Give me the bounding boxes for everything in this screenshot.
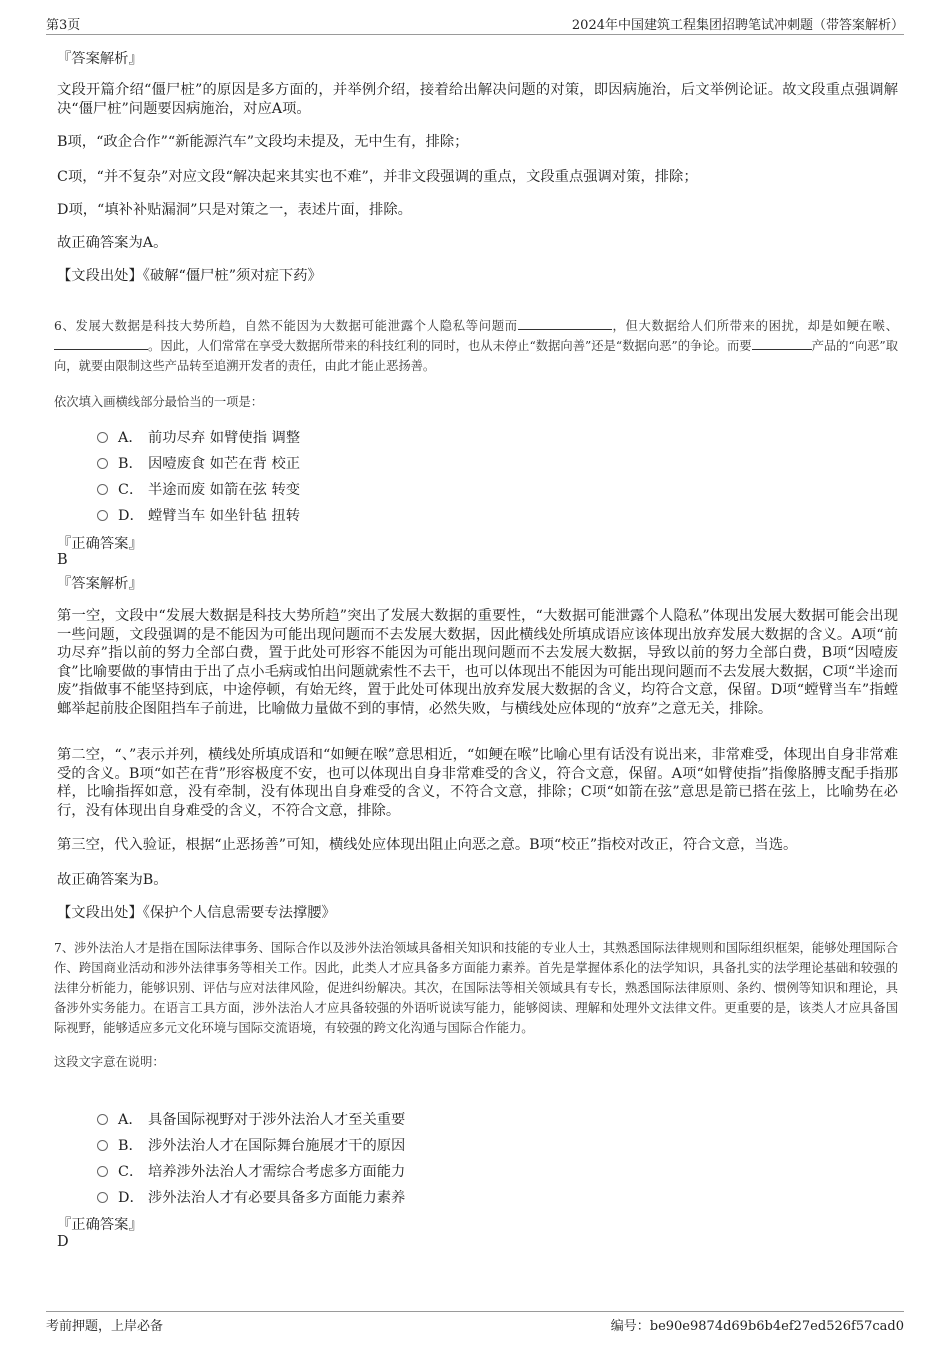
question-stem: 6、发展大数据是科技大势所趋，自然不能因为大数据可能泄露个人隐私等问题而 ，但大数据给人们所带来的困扰，却是如鲠在喉、。因此，人们常常在享受大数据所带来的科技红利的同时，也从未停止“数据向善”还是“数据向恶”的争论。而要 产品的“向恶”取向，就要由限制这些产品转至追溯开发者的责任，由此才能止恶扬善。 [54, 319, 898, 373]
correct-answer: B [57, 552, 68, 568]
option-d[interactable]: D． 螳臂当车 如坐针毡 扭转 [97, 505, 300, 525]
option-c[interactable]: C． 培养涉外法治人才需综合考虑多方面能力 [97, 1161, 405, 1181]
analysis-paragraph: B项，“政企合作”“新能源汽车”文段均未提及，无中生有，排除； [57, 134, 469, 150]
answer-statement: 故正确答案为A。 [57, 235, 168, 251]
document-code: 编号：be90e9874d69b6b4ef27ed526f57cad0 [610, 1319, 904, 1334]
fill-blank [518, 317, 612, 330]
option-d[interactable]: D． 涉外法治人才有必要具备多方面能力素养 [97, 1187, 405, 1207]
radio-icon[interactable] [97, 1114, 108, 1125]
analysis-paragraph: 第一空，文段中“发展大数据是科技大势所趋”突出了发展大数据的重要性，“大数据可能泄露个人隐私”体现出发展大数据可能会出现一些问题，文段强调的是不能因为可能出现问题而不去发展大数据，因此横线处所填成语应该体现出放弃发展大数据的含义。A项“前功尽弃”指以前的努力全部白费，置于此处可形容不能因为可能出现问题而不去发展大数据，导致以前的努力全部白费，B项“因噎废食”比喻要做的事情由于出了点小毛病或怕出问题就索性不去干，也可以体现出不能因为可能出现问题而不去发展大数据，C项“半途而废”指做事不能坚持到底，中途停顿，有始无终，置于此处可体现出放弃发展大数据的含义，均符合文意，保留。D项“螳臂当车”指螳螂举起前肢企图阻挡车子前进，比喻做力量做不到的事情，必然失败，与横线处应体现的“放弃”之意无关，排除。 [57, 608, 898, 717]
document-title: 2024年中国建筑工程集团招聘笔试冲刺题（带答案解析） [571, 18, 904, 33]
question-prompt: 依次填入画横线部分最恰当的一项是： [54, 395, 264, 409]
answer-label: 『正确答案』 [57, 1217, 143, 1233]
option-b[interactable]: B． 涉外法治人才在国际舞台施展才干的原因 [97, 1135, 405, 1155]
question-stem: 7、涉外法治人才是指在国际法律事务、国际合作以及涉外法治领域具备相关知识和技能的专业人士，其熟悉国际法律规则和国际组织框架，能够处理国际合作、跨国商业活动和涉外法律事务等相关工作。因此，此类人才应具备多方面能力素养。首先是掌握体系化的法学知识，具备扎实的法学理论基础和较强的法律分析能力，能够识别、评估与应对法律风险，促进纠纷解决。其次，在国际法等相关领域具有专长，熟悉国际法律原则、条约、惯例等知识和理论，具备涉外实务能力。在语言工具方面，涉外法治人才应具备较强的外语听说读写能力，能够阅读、理解和处理外文法律文件。更重要的是，该类人才应具备国际视野，能够适应多元文化环境与国际交流语境，有较强的跨文化沟通与国际合作能力。 [54, 941, 899, 1035]
analysis-paragraph: 文段开篇介绍“僵尸桩”的原因是多方面的，并举例介绍，接着给出解决问题的对策，即因病施治，后文举例论证。故文段重点强调解决“僵尸桩”问题要因病施治，对应A项。 [57, 82, 898, 117]
answer-statement: 故正确答案为B。 [57, 872, 168, 888]
analysis-paragraph: D项，“填补补贴漏洞”只是对策之一，表述片面，排除。 [57, 202, 412, 218]
radio-icon[interactable] [97, 432, 108, 443]
fill-blank [752, 337, 812, 350]
answer-label: 『正确答案』 [57, 536, 143, 552]
radio-icon[interactable] [97, 510, 108, 521]
option-b[interactable]: B． 因噎废食 如芒在背 校正 [97, 453, 300, 473]
analysis-label: 『答案解析』 [57, 51, 143, 67]
radio-icon[interactable] [97, 458, 108, 469]
analysis-paragraph: 第二空，“、”表示并列，横线处所填成语和“如鲠在喉”意思相近，“如鲠在喉”比喻心里有话没有说出来，非常难受，体现出自身非常难受的含义。B项“如芒在背”形容极度不安，也可以体现出自身非常难受的含义，符合文意，保留。A项“如臂使指”指像胳膊支配手指那样，比喻指挥如意，没有牵制，没有体现出自身难受的含义，不符合文意，排除；C项“如箭在弦”意思是箭已搭在弦上，比喻势在必行，没有体现出自身难受的含义，不符合文意，排除。 [57, 747, 898, 819]
analysis-paragraph: C项，“并不复杂”对应文段“解决起来其实也不难”，并非文段强调的重点，文段重点强调对策，排除； [57, 169, 698, 185]
page-footer [46, 1311, 904, 1334]
analysis-label: 『答案解析』 [57, 576, 143, 592]
fill-blank [54, 337, 148, 350]
option-c[interactable]: C． 半途而废 如箭在弦 转变 [97, 479, 300, 499]
radio-icon[interactable] [97, 1166, 108, 1177]
page-number: 第3页 [46, 18, 81, 33]
radio-icon[interactable] [97, 1140, 108, 1151]
radio-icon[interactable] [97, 484, 108, 495]
correct-answer: D [57, 1234, 69, 1250]
radio-icon[interactable] [97, 1192, 108, 1203]
source-citation: 【文段出处】《破解“僵尸桩”须对症下药》 [57, 268, 322, 284]
source-citation: 【文段出处】《保护个人信息需要专法撑腰》 [57, 905, 336, 921]
page-header [46, 12, 904, 35]
analysis-paragraph: 第三空，代入验证，根据“止恶扬善”可知，横线处应体现出阻止向恶之意。B项“校正”指校对改正，符合文意，当选。 [57, 837, 798, 853]
question-prompt: 这段文字意在说明： [54, 1055, 165, 1069]
option-a[interactable]: A． 前功尽弃 如臂使指 调整 [97, 427, 300, 447]
footer-slogan: 考前押题，上岸必备 [46, 1319, 164, 1334]
option-a[interactable]: A． 具备国际视野对于涉外法治人才至关重要 [97, 1109, 405, 1129]
